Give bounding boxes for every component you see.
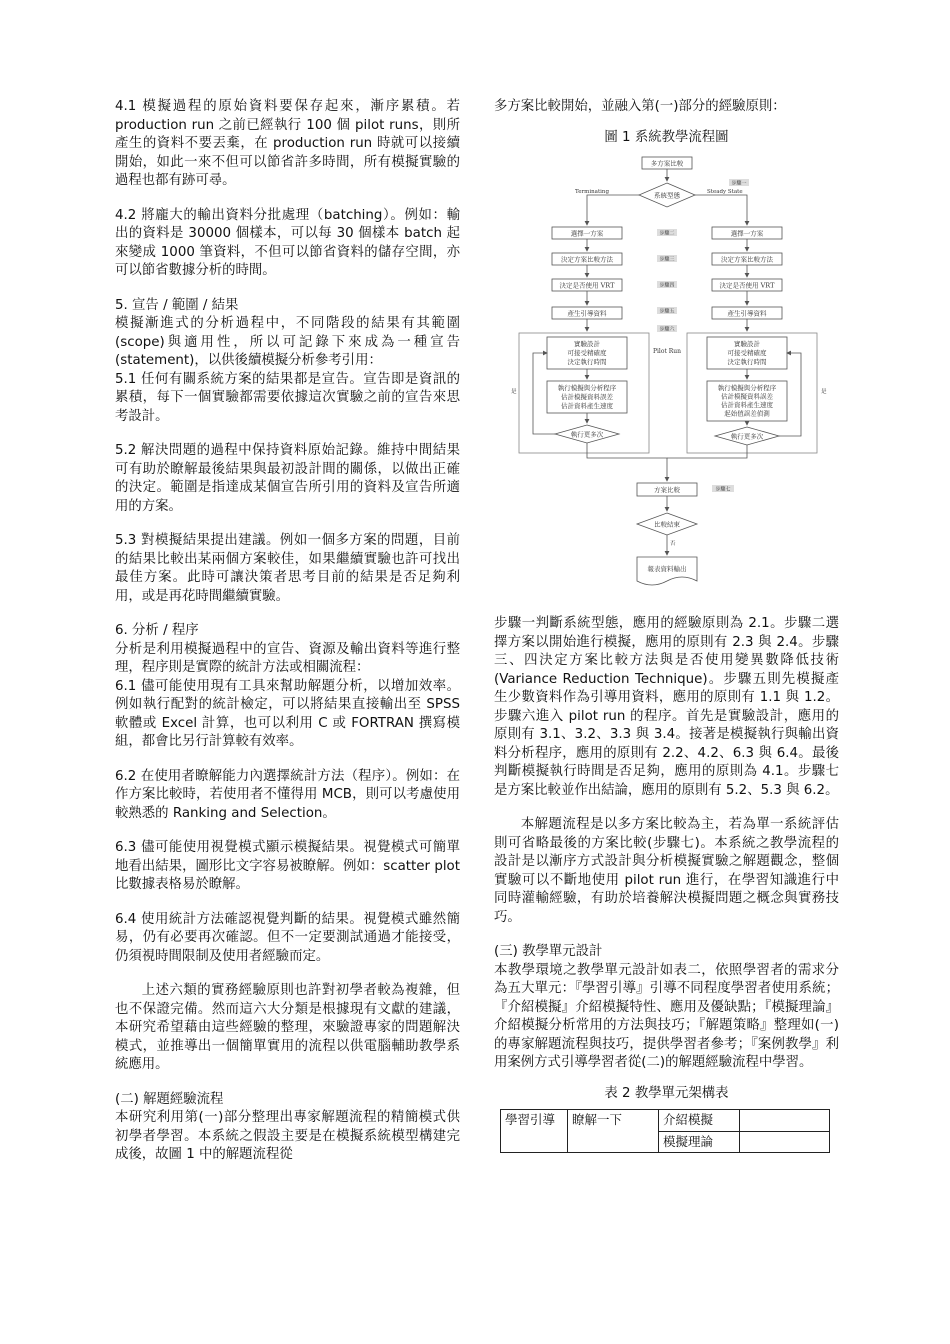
section-2-paragraph: 本研究利用第(一)部分整理出專家解題流程的精簡模式供初學者學習。本系統之假設主要是在模擬系統模型構建完成後，故圖 1 中的解題流程從 [115, 1110, 460, 1162]
flow-right-choose-label: 選擇一方案 [730, 229, 763, 238]
flow-end-label: 比較結束 [653, 520, 680, 529]
flow-terminating-label: Terminating [574, 189, 609, 195]
flow-left-exec-l3: 估計資料產生速度 [560, 402, 613, 410]
section-3-paragraph: 本教學環境之教學單元設計如表二，依照學習者的需求分為五大單元：『學習引導』引導不同程度學習者使用系統；『介紹模擬』介紹模擬特性、應用及優缺點；『模擬理論』介紹模擬分析常用的方法與技巧；『解題策略』整理如(一)的專家解題流程與技巧，提供學習者參考；『案例教學』利用案例方式引導學習者從(二)的解題經驗流程中學習。 [494, 962, 839, 1070]
paragraph-6-intro: 分析是利用模擬過程中的宣告、資源及輸出資料等進行整理，程序則是實際的統計方法或相關流程： [115, 641, 460, 675]
flow-summary-paragraph: 本解題流程是以多方案比較為主，若為單一系統評估則可省略最後的方案比較(步驟七)。本系統之教學流程的設計是以漸序方式設計與分析模擬實驗之解題觀念，整個實驗可以不斷地使用 pilot run 進行，在學習知識進行中同時灌輸經驗，有助於培養解決模擬問題之概念與實務技巧。 [494, 817, 839, 925]
section-5-heading: 5. 宣告 / 範圍 / 結果 [115, 297, 239, 313]
flow-left-gen-label: 產生引導資料 [567, 309, 606, 318]
table-cell-unit: 學習引導 [501, 1110, 568, 1153]
flowchart [497, 153, 837, 603]
table-caption: 表 2 教學單元架構表 [604, 1085, 729, 1101]
flow-compare-label: 方案比較 [653, 486, 680, 494]
flow-right-design-l2: 可接受精確度 [727, 349, 766, 357]
flow-left-design-l3: 決定執行時間 [567, 358, 606, 366]
flow-step2-label: 步驟二 [658, 230, 675, 237]
flow-start-label: 多方案比較 [650, 159, 683, 168]
table-cell-empty-2 [740, 1131, 830, 1153]
flow-right-vrt-label: 決定是否使用 VRT [719, 281, 774, 290]
figure-caption: 圖 1 系統教學流程圖 [604, 129, 729, 145]
paragraph-6-4: 6.4 使用統計方法確認視覺判斷的結果。視覺模式雖然簡易，仍有必要再次確認。但不一定要測試通過才能接受，仍須視時間限制及使用者經驗而定。 [115, 911, 460, 964]
flow-step6-label: 步驟六 [658, 326, 675, 333]
flow-right-method-label: 決定方案比較方法 [720, 255, 773, 264]
flow-right-exec-l4: 起始值誤差偵測 [723, 409, 770, 418]
continued-paragraph: 多方案比較開始，並融入第(一)部分的經驗原則： [494, 99, 786, 114]
flow-pilot-label: Pilot Run [652, 348, 681, 355]
steps-paragraph: 步驟一判斷系統型態，應用的經驗原則為 2.1。步驟二選擇方案以開始進行模擬，應用的原則有 2.3 與 2.4。步驟三、四決定方案比較方法與是否使用變異數降低技術 (Variance Reduction Technique)。步驟五則先模擬產生少數資料作為引導用資料，應用的原則有 1.1 與 1.2。步驟六進入 pilot run 的程序。首先是實驗設計，應用的原則有 3.1、3.2、3.3 與 3.4。接著是模擬執行與輸出資料分析程序，應用的原則有 2.2、4.2、6.3 與 6.4。最後判斷模擬執行時間是否足夠，應用的原則為 4.1。步驟七是方案比較並作出結論，應用的原則有 5.2、5.3 與 6.2。 [494, 616, 839, 798]
flow-report-label: 報表資料輸出 [647, 565, 686, 573]
flow-step1-label: 步驟一 [730, 180, 747, 187]
flow-right-design-l3: 決定執行時間 [727, 358, 766, 366]
flow-left-choose-label: 選擇一方案 [570, 229, 603, 238]
flow-right-design-l1: 實驗設計 [733, 340, 760, 348]
flow-no-label: 否 [669, 541, 676, 547]
flow-right-exec-l3: 估計資料產生速度 [720, 401, 773, 409]
flow-step5-label: 步驟五 [658, 308, 675, 315]
flow-left-design-l1: 實驗設計 [573, 340, 600, 348]
right-column [494, 98, 839, 1153]
section-2-heading: (二) 解題經驗流程 [115, 1091, 224, 1107]
paragraph-6-1: 6.1 儘可能使用現有工具來幫助解題分析，以增加效率。例如執行配對的統計檢定，可以將結果直接輸出至 SPSS 軟體或 Excel 計算，也可以利用 C 或 FORTRAN 撰寫模組，都會比另行計算較有效率。 [115, 678, 460, 749]
paragraph-6-2: 6.2 在使用者瞭解能力內選擇統計方法（程序）。例如：在作方案比較時，若使用者不懂得用 MCB，則可以考慮使用較熟悉的 Ranking and Selection。 [115, 768, 460, 821]
left-column [115, 98, 460, 1181]
table-cell-empty-1 [740, 1110, 830, 1132]
paragraph-5-1: 5.1 任何有關系統方案的結果都是宣告。宣告即是資訊的累積，每下一個實驗都需要依據這次實驗之前的宣告來思考設計。 [115, 371, 460, 424]
flow-decision-label: 系統型態 [653, 191, 680, 200]
flow-left-vrt-label: 決定是否使用 VRT [559, 281, 614, 290]
paragraph-5-3: 5.3 對模擬結果提出建議。例如一個多方案的問題，目前的結果比較出某兩個方案較佳，如果繼續實驗也許可找出最佳方案。此時可讓決策者思考目前的結果是否足夠利用，或是再花時間繼續實驗。 [115, 533, 460, 604]
section-3-heading: (三) 教學單元設計 [494, 944, 603, 959]
flow-steady-label: Steady State [706, 189, 743, 195]
section-6-heading: 6. 分析 / 程序 [115, 623, 199, 638]
table-row [501, 1110, 830, 1132]
paragraph-5-intro: 模擬漸進式的分析過程中，不同階段的結果有其範圍(scope)與適用性，所以可記錄下來成為一種宣告(statement)，以供後續模擬分析參考引用： [115, 316, 460, 368]
paragraph-4-2: 4.2 將龐大的輸出資料分批處理（batching）。例如：輸出的資料是 30000 個樣本，可以每 30 個樣本 batch 起來變成 1000 筆資料，不但可以節省資料的儲存空間，亦可以節省數據分析的時間。 [115, 207, 460, 278]
flow-left-design-l2: 可接受精確度 [567, 349, 606, 357]
flow-left-method-label: 決定方案比較方法 [560, 255, 613, 264]
flow-left-exec-l1: 執行模擬與分析程序 [557, 384, 616, 392]
flow-right-yes: 是 [820, 389, 827, 395]
paragraph-5-2: 5.2 解決問題的過程中保持資料原始記錄。維持中間結果可有助於瞭解最後結果與最初設計間的關係，以做出正確的決定。範圍是指達成某個宣告所引用的資料及宣告所適用的方案。 [115, 443, 460, 514]
flow-step3-label: 步驟三 [658, 256, 675, 263]
flow-right-more-label: 執行更多次 [730, 432, 763, 441]
paragraph-4-1: 4.1 模擬過程的原始資料要保存起來，漸序累積。若 production run 之前已經執行 100 個 pilot runs，則所產生的資料不要丟棄，在 production run 時就可以接續開始，如此一來不但可以節省許多時間，所有模擬實驗的過程也都有跡可尋。 [115, 99, 460, 188]
table-cell-topic-2: 模擬理論 [659, 1131, 740, 1153]
flow-step7-label: 步驟七 [714, 486, 731, 493]
table-cell-level: 瞭解一下 [568, 1110, 659, 1153]
flow-right-gen-label: 產生引導資料 [727, 309, 766, 318]
flow-right-exec-l2: 估計模擬資料誤差 [720, 392, 773, 401]
summary-paragraph: 上述六類的實務經驗原則也許對初學者較為複雜，但也不保證完備。然而這六大分類是根據現有文獻的建議，本研究希望藉由這些經驗的整理，來驗證專家的問題解決模式，並推導出一個簡單實用的流程以供電腦輔助教學系統應用。 [115, 983, 460, 1072]
units-table [500, 1109, 830, 1153]
flow-left-yes: 是 [510, 389, 517, 395]
flow-left-exec-l2: 估計模擬資料誤差 [560, 393, 613, 401]
flow-right-exec-l1: 執行模擬與分析程序 [717, 384, 776, 392]
flow-left-more-label: 執行更多次 [570, 430, 603, 439]
flow-step4-label: 步驟四 [658, 282, 675, 289]
table-cell-topic-1: 介紹模擬 [659, 1110, 740, 1132]
paragraph-6-3: 6.3 儘可能使用視覺模式顯示模擬結果。視覺模式可簡單地看出結果，圖形比文字容易被瞭解。例如：scatter plot 比數據表格易於瞭解。 [115, 840, 460, 892]
